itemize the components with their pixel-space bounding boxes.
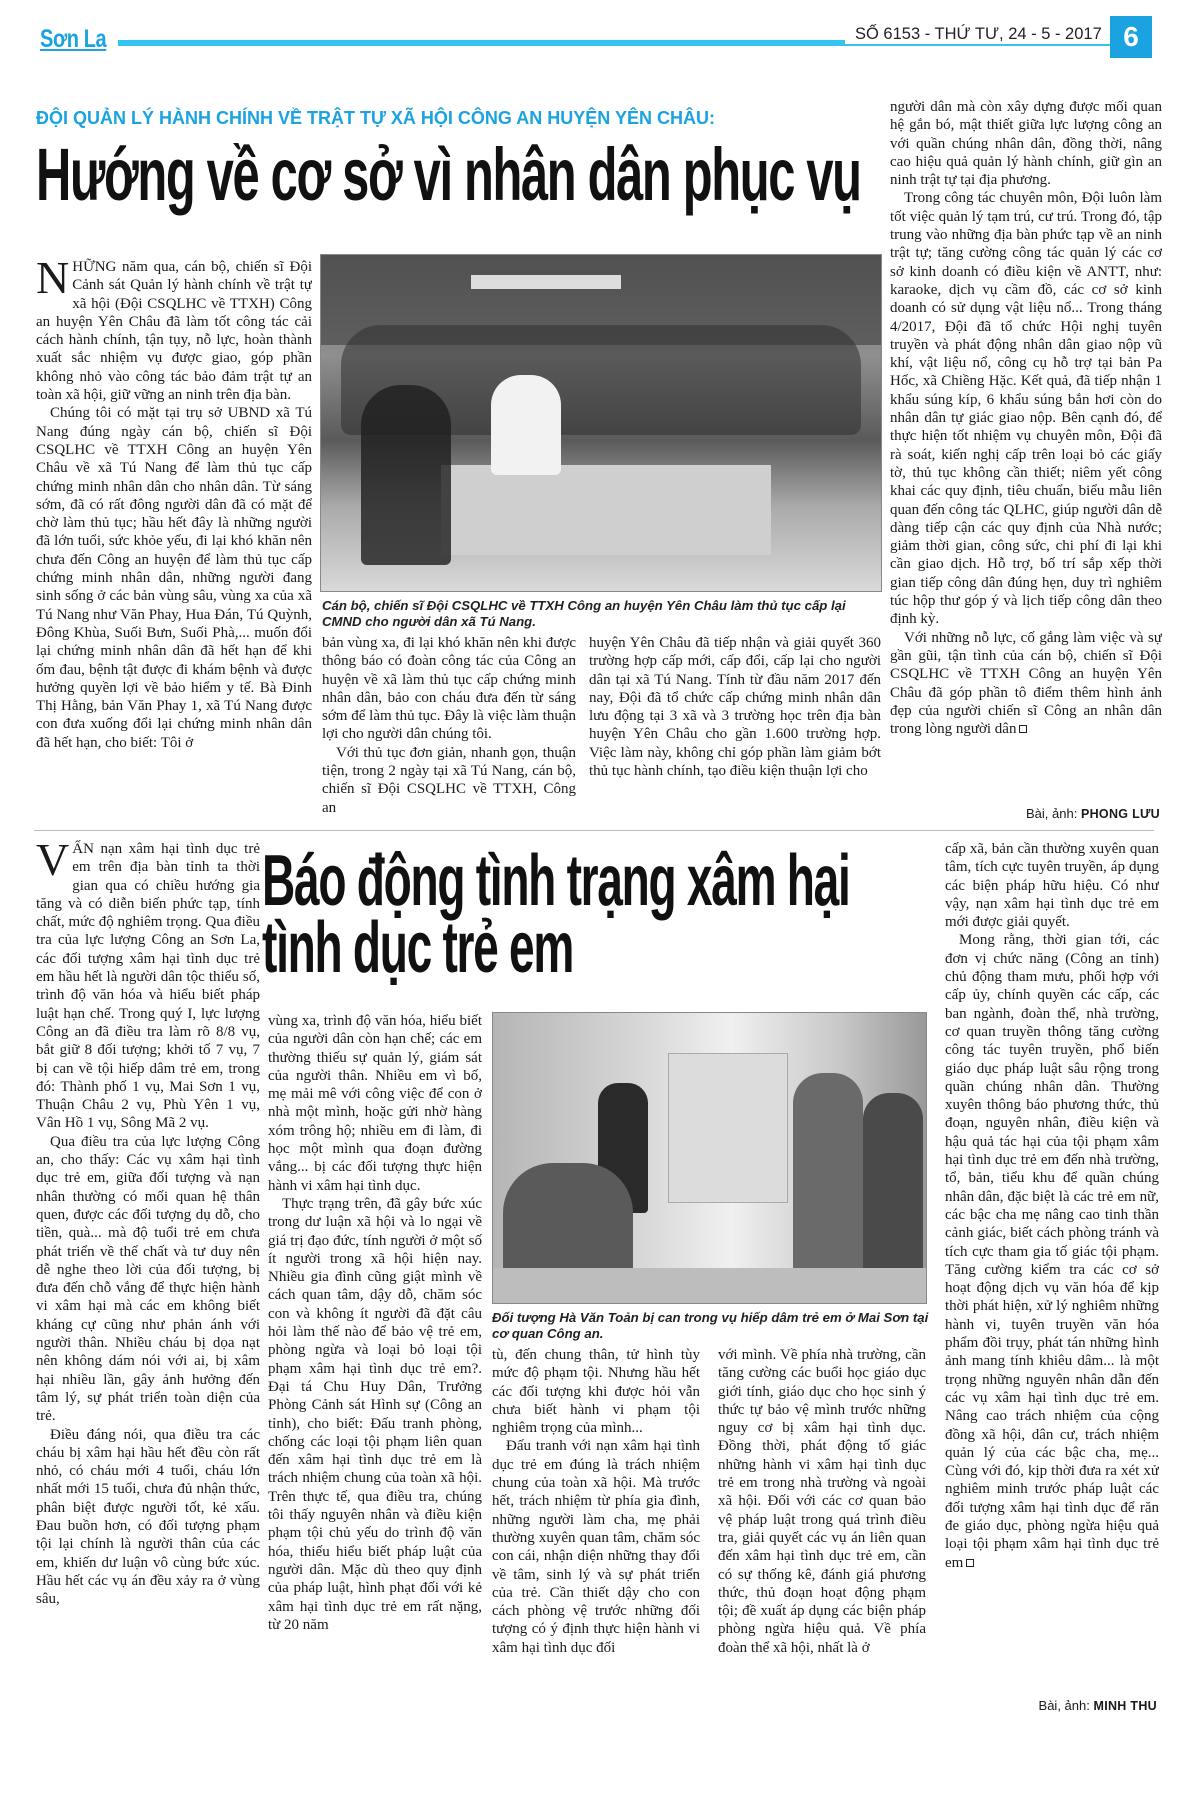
article1-column-2 — [322, 634, 576, 826]
article1-para: Với thủ tục đơn giản, nhanh gọn, thuận tiện, trong 2 ngày tại xã Tú Nang, cán bộ, chiến sĩ Đội CSQLHC về TTXH, Công an — [322, 744, 576, 816]
article2-para: với mình. Về phía nhà trường, cần tăng cường các buổi học giáo dục giới tính, giáo dục cho học sinh ý thức tự bảo vệ mình trước những nguy cơ bị xâm hại tình dục. Đồng thời, phát động tố giác những hành vi xâm hại tình dục trẻ em trong nhà trường và ngoài xã hội. Đối với các cơ quan bảo vệ pháp luật trong quá trình điều tra, giải quyết các vụ án liên quan đến xâm hại tình dục trẻ em, cần có sự thống kê, đánh giá phương thức, thủ đoạn hoạt động phạm tội; đề xuất áp dụng các biện pháp phòng ngừa hiệu quả. Về phía đoàn thể xã hội, nhất là ở — [718, 1347, 926, 1656]
article1-column-1 — [36, 258, 312, 826]
dropcap: N — [36, 258, 70, 303]
article1-kicker: ĐỘI QUẢN LÝ HÀNH CHÍNH VỀ TRẬT TỰ XÃ HỘI CÔNG AN HUYỆN YÊN CHÂU: — [36, 108, 715, 128]
article2-para: Đấu tranh với nạn xâm hại tình dục trẻ em đúng là trách nhiệm chung của toàn xã hội. Mà trước hết, trách nhiệm từ phía gia đình, những người làm cha, mẹ phải thường xuyên quan tâm, chăm sóc con cái, nhận diện những thay đổi về tâm, sinh lý và sự phát triển của trẻ. Cần thiết dậy cho con cách phòng vệ trước những đối tượng có ý định thực hiện hành vi xâm hại tình dục đối — [492, 1438, 700, 1656]
article2-photo-caption: Đối tượng Hà Văn Toản bị can trong vụ hiếp dâm trẻ em ở Mai Sơn tại cơ quan Công an. — [492, 1310, 929, 1341]
article2-column-4 — [718, 1346, 926, 1764]
article1-column-3 — [589, 634, 881, 826]
article2-para: Điều đáng nói, qua điều tra các cháu bị xâm hại hầu hết đều còn rất nhỏ, có cháu mới 4 tuổi, cháu lớn nhất mới 15 tuổi, chưa đủ nhận thức, phân biệt được người tốt, kẻ xấu. Đau buồn hơn, có đối tượng phạm tội lại chính là người thân của các em, khiến dư luận vô cùng bức xúc. Hầu hết các vụ án đều xảy ra ở vùng sâu, — [36, 1426, 260, 1608]
article1-byline: Bài, ảnh: PHONG LƯU — [1026, 806, 1160, 821]
photo-cabinet — [668, 1053, 788, 1203]
article2-para: vùng xa, trình độ văn hóa, hiểu biết của người dân còn hạn chế; các em thường thiếu sự quản lý, giám sát của người thân. Nhiều em vì bố, mẹ mải mê với công việc để con ở nhà một mình, hoặc gửi nhờ hàng xóm trông hộ; nhiều em đi làm, đi học một mình qua đoạn đường vắng... bị các đối tượng thực hiện hành vi xâm hại tình dục. — [268, 1013, 482, 1194]
article1-photo-caption: Cán bộ, chiến sĩ Đội CSQLHC về TTXH Công an huyện Yên Châu làm thủ tục cấp lại CMND cho người dân xã Tú Nang. — [322, 598, 846, 629]
section-name: Sơn La — [40, 25, 107, 53]
end-mark-icon — [966, 1559, 974, 1567]
article1-para: huyện Yên Châu đã tiếp nhận và giải quyết 360 trường hợp cấp mới, cấp đổi, cấp lại cho người dân tại xã Tú Nang. Tính từ đầu năm 2017 đến nay, Đội đã tổ chức cấp chứng minh nhân dân lưu động tại 3 xã và 3 trường học trên địa bàn huyện Yên Châu cho gần 1.600 trường hợp. Việc làm này, không chỉ góp phần làm giảm bớt thủ tục hành chính, tạo điều kiện thuận lợi cho — [589, 635, 881, 780]
photo-desk — [493, 1268, 926, 1304]
article1-column-4 — [890, 98, 1162, 814]
photo-officer — [793, 1073, 863, 1273]
article2-column-3 — [492, 1346, 700, 1764]
article1-headline: Hướng về cơ sở vì nhân dân phục vụ — [36, 133, 861, 216]
article1-para: Trong công tác chuyên môn, Đội luôn làm tốt việc quản lý tạm trú, cư trú. Trong đó, tập trung vào những địa bàn phức tạp về an ninh trật tự; tăng cường công tác quản lý các cơ sở kinh doanh có điều kiện về ANTT, như: karaoke, dịch vụ cầm đồ, các cơ sở kinh doanh có sử dụng vật liệu nổ... Trong tháng 4/2017, Đội đã tổ chức Hội nghị tuyên truyền và phát động nhân dân giao nộp vũ khí, vật liệu nổ, công cụ hỗ trợ tại bản Pa Hốc, xã Chiềng Hặc. Kết quả, đã tiếp nhận 1 khẩu súng kíp, 6 khẩu súng bắn hơi còn do nhân dân tự giác giao nộp. Bên cạnh đó, để thực hiện tốt nhiệm vụ chuyên môn, Đội đã rà soát, kiến nghị cấp trên loại bỏ các giấy tờ, thủ tục không cần thiết; niêm yết công khai các quy định, tiêu chuẩn, biểu mẫu liên quan đến công tác QLHC, giúp người dân dễ dàng tiếp cận các quy định của Nhà nước; giảm thời gian, công sức, chi phí đi lại khi cần giao dịch. Hỗ trợ, bố trí sắp xếp thời gian tiếp công dân đúng hẹn, duy trì nghiêm túc hộp thư góp ý và lịch tiếp công dân theo định kỳ. — [890, 190, 1162, 628]
article2-headline — [262, 841, 850, 988]
article1-para: người dân mà còn xây dựng được mối quan hệ gắn bó, mật thiết giữa lực lượng công an với quần chúng nhân dân, đồng thời, nâng cao hiệu quả quản lý hành chính, giữ gìn an ninh trật tự tại địa phương. — [890, 99, 1162, 189]
article2-column-1 — [36, 840, 260, 1770]
page-number-badge: 6 — [1110, 16, 1152, 58]
article1-para: Chúng tôi có mặt tại trụ sở UBND xã Tú Nang đúng ngày cán bộ, chiến sĩ Đội CSQLHC về TTXH Công an huyện Yên Châu về xã Tú Nang để làm thủ tục cấp chứng minh nhân dân cho nhân dân. Từ sáng sớm, đã có rất đông người dân đã có mặt để chờ làm thủ tục; hầu hết đây là những người đã lớn tuổi, sức khỏe yếu, đi lại khó khăn nên chưa đến Công an huyện để làm thủ tục cấp chứng minh nhân dân, những người đang sinh sống ở các bản vùng sâu, vùng xa của xã Tú Nang như Văn Phay, Hua Đán, Tú Quỳnh, Đông Khùa, Suối Bưn, Suối Phà,... muốn đổi lại chứng minh nhân dân đã hết hạn để khi ốm đau, bệnh tật được đi khám bệnh và được hưởng quyền lợi về bảo hiểm y tế. Bà Đinh Thị Hằng, bản Văn Phay 1, xã Tú Nang được con đưa xuống đổi lại chứng minh nhân dân đã hết hạn, cho biết: Tôi ở — [36, 405, 312, 751]
photo-banner — [471, 275, 621, 289]
article2-para: VẤN nạn xâm hại tình dục trẻ em trên địa bàn tỉnh ta thời gian qua có chiều hướng gia tăng và có diễn biến phức tạp, tính chất, mức độ nghiêm trọng. Qua điều tra của lực lượng Công an Sơn La, các đối tượng xâm hại tình dục trẻ em hầu hết là người dân tộc thiểu số, trình độ văn hóa và hiểu biết pháp luật hạn chế. Trong quý I, lực lượng Công an đã điều tra làm rõ 8/8 vụ, bắt giữ 8 đối tượng; khởi tố 7 vụ, 7 bị can về tội hiếp dâm trẻ em, trong đó: Thành phố 1 vụ, Mai Sơn 1 vụ, Thuận Châu 2 vụ, Phù Yên 1 vụ, Vân Hồ 1 vụ, Sông Mã 2 vụ. — [36, 840, 260, 1132]
issue-date: SỐ 6153 - THỨ TƯ, 24 - 5 - 2017 — [845, 25, 1110, 44]
article2-headline-line-1: Báo động tình trạng xâm hại — [262, 841, 850, 921]
article-divider — [34, 830, 1154, 831]
article1-photo — [320, 254, 882, 592]
article2-photo — [492, 1012, 927, 1304]
dropcap: V — [36, 840, 70, 885]
article1-para: bản vùng xa, đi lại khó khăn nên khi được thông báo có đoàn công tác của Công an huyện về xã làm thủ tục cấp chứng minh nhân dân, bảo con cháu đưa đến từ sáng sớm để làm thủ tục. Đây là việc làm thuận lợi cho người dân chúng tôi. — [322, 635, 576, 743]
article2-byline: Bài, ảnh: MINH THU — [1038, 1698, 1157, 1713]
article2-para: Thực trạng trên, đã gây bức xúc trong dư luận xã hội và lo ngại về giá trị đạo đức, tính người ở một số ít người trong xã hội hiện nay. Nhiều gia đình cũng giật mình về cách quan tâm, dậy dỗ, chăm sóc con và không ít người đã đặt câu hỏi làm thế nào để bảo vệ trẻ em, phòng ngừa và loại bỏ loại tội phạm xâm hại tình dục trẻ em?. Đại tá Chu Huy Dân, Trưởng Phòng Cảnh sát Hình sự (Công an tỉnh), cho biết: Đấu tranh phòng, chống các loại tội phạm liên quan đến xâm hại tình dục trẻ em là trách nhiệm chung của toàn xã hội. Trên thực tế, qua điều tra, chúng tôi thấy nguyên nhân và điều kiện phạm tội chủ yếu do trình độ văn hóa, thiếu hiểu biết pháp luật của người dân. Mặc dù theo quy định của pháp luật, hình phạt đối với kẻ xâm hại tình dục trẻ em rất nặng, từ 20 năm — [268, 1195, 482, 1633]
photo-officer — [863, 1093, 923, 1293]
article2-column-5 — [945, 840, 1159, 1760]
article2-para: Mong rằng, thời gian tới, các đơn vị chức năng (Công an tỉnh) chủ động tham mưu, phối hợp với cấp ủy, chính quyền các cấp, các ban ngành, đoàn thể, nhà trường, cơ quan truyền thông tăng cường công tác tuyên truyền, phổ biến giáo dục pháp luật sâu rộng trong quần chúng nhân dân. Thường xuyên thông báo phương thức, thủ đoạn, nguyên nhân, điều kiện và hậu quả tác hại của tội phạm xâm hại tình dục trẻ em đến nhà trường, tổ, bản, tiểu khu để quần chúng nhân dân, đặc biệt là các trẻ em nữ, các bậc cha mẹ nâng cao tinh thần cảnh giác, biết cách phòng tránh và tích cực tham gia tố giác tội phạm. Tăng cường kiểm tra các cơ sở hoạt động dịch vụ văn hóa để kịp thời phát hiện, xử lý nghiêm những hành vi, tuyên truyền văn hóa phẩm đồi trụy, phát tán những hình ảnh mang tính khiêu dâm... là một trọng những nguyên nhân dẫn đến các vụ xâm hại tình dục trẻ em. Nâng cao trách nhiệm của cộng đồng xã hội, dân cư, trách nhiệm quản lý của các bậc cha, mẹ... Cùng với đó, kịp thời đưa ra xét xử nghiêm minh trước pháp luật các đối tượng xâm hại tình dục để răn đe giáo dục, phòng ngừa hiệu quả loại tội phạm xâm hại tình dục trẻ em — [945, 932, 1159, 1571]
article2-column-2 — [268, 1012, 482, 1762]
article2-para: Qua điều tra của lực lượng Công an, cho thấy: Các vụ xâm hại tình dục trẻ em, giữa đối tượng và nạn nhân thường có mối quan hệ thân quen, được các đối tượng dụ dỗ, cho tiền, quà... mà độ tuổi trẻ em chưa phát triển về thể chất và tư duy nên dễ nghe theo lời của đối tượng, bị đưa đến chỗ vắng để thực hiện hành vi xâm hại mà các em không biết kháng cự cũng như phản ánh với người thân. Nhiều cháu bị dọa nạt nên không dám nói với ai, bị xâm hại nhiều lần, gây ảnh hưởng đến tâm lý, sự phát triển toàn diện của trẻ. — [36, 1133, 260, 1425]
article1-para: Với những nỗ lực, cố gắng làm việc và sự gần gũi, tận tình của cán bộ, chiến sĩ Đội CSQLHC về TTXH Công an huyện Yên Châu đã góp phần tô điểm thêm hình ảnh đẹp của người chiến sĩ Công an nhân dân trong lòng người dân — [890, 629, 1162, 738]
photo-table — [441, 465, 771, 555]
photo-person — [361, 385, 451, 565]
end-mark-icon — [1019, 725, 1027, 733]
photo-person — [491, 375, 561, 475]
article2-para: cấp xã, bản cần thường xuyên quan tâm, tích cực tuyên truyền, áp dụng các biện pháp hữu hiệu. Có như vậy, nạn xâm hại tình dục trẻ em mới được giải quyết. — [945, 841, 1159, 931]
article2-headline-line-2: tình dục trẻ em — [262, 907, 574, 988]
article2-para: tù, đến chung thân, tử hình tùy mức độ phạm tội. Nhưng hầu hết các đối tượng khi được hỏi vẫn chưa biết hành vi phạm tội nghiêm trọng của mình... — [492, 1347, 700, 1437]
article1-para: NHỮNG năm qua, cán bộ, chiến sĩ Đội Cảnh sát Quản lý hành chính về trật tự xã hội (Đội CSQLHC về TTXH) Công an huyện Yên Châu đã làm tốt công tác cải cách hành chính, tận tụy, nỗ lực, hoàn thành xuất sắc nhiệm vụ được giao, góp phần không nhỏ vào công tác bảo đảm trật tự an toàn xã hội, giữ vững an ninh trên địa bàn. — [36, 258, 312, 404]
